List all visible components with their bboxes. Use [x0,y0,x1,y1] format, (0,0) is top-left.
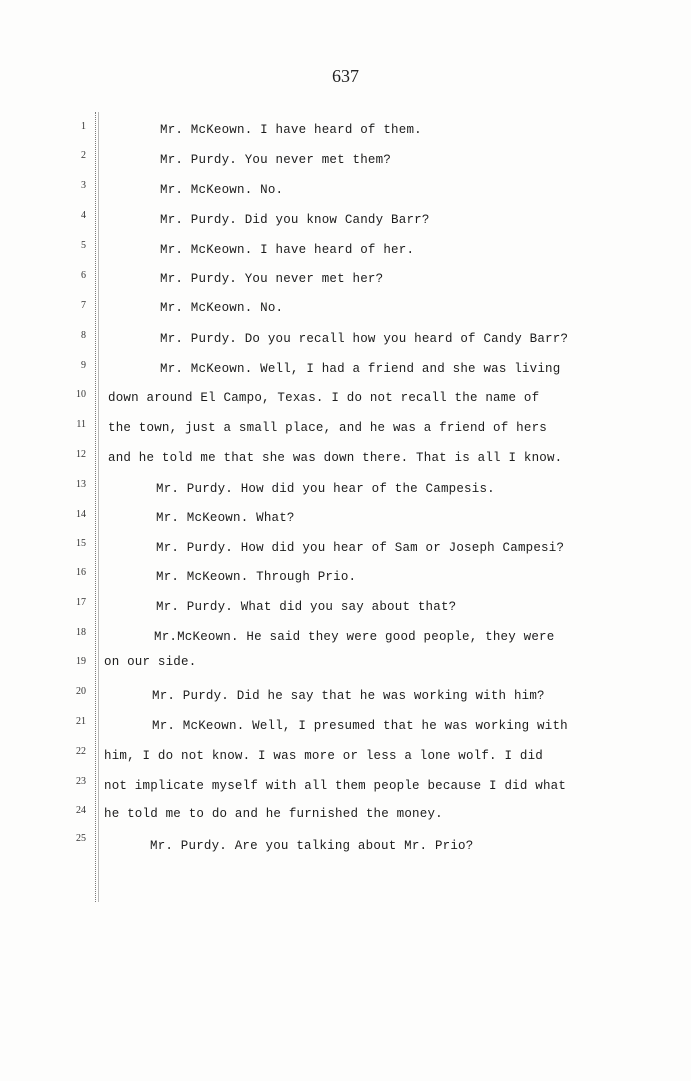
line-number: 12 [76,449,86,460]
line-number: 5 [81,240,86,251]
line-number: 6 [81,270,86,281]
line-number: 18 [76,627,86,638]
transcript-line: Mr. Purdy. How did you hear of Sam or Joseph Campesi? [156,541,565,555]
line-number: 13 [76,479,86,490]
line-number: 7 [81,300,86,311]
line-number: 14 [76,509,86,520]
transcript-line: he told me to do and he furnished the money. [104,807,443,821]
margin-rule-inner [98,112,99,902]
transcript-line: Mr. McKeown. I have heard of her. [160,243,415,257]
transcript-line: Mr. Purdy. You never met them? [160,153,392,167]
transcript-line: Mr. Purdy. How did you hear of the Campesis. [156,482,495,496]
line-number: 10 [76,389,86,400]
line-number: 22 [76,746,86,757]
transcript-line: Mr. Purdy. Did you know Candy Barr? [160,213,430,227]
line-number: 4 [81,210,86,221]
line-number: 9 [81,360,86,371]
line-number: 11 [76,419,86,430]
transcript-line: Mr.McKeown. He said they were good people, they were [154,630,555,644]
transcript-line: Mr. McKeown. Well, I had a friend and she was living [160,362,561,376]
line-number: 15 [76,538,86,549]
transcript-line: Mr. McKeown. No. [160,183,284,197]
transcript-line: down around El Campo, Texas. I do not recall the name of [108,391,540,405]
transcript-line: Mr. Purdy. Are you talking about Mr. Prio? [150,839,474,853]
transcript-line: Mr. Purdy. Do you recall how you heard of Candy Barr? [160,332,569,346]
line-number: 21 [76,716,86,727]
transcript-line: not implicate myself with all them people because I did what [104,779,567,793]
margin-rule [95,112,96,902]
line-number: 20 [76,686,86,697]
line-number: 25 [76,833,86,844]
line-number: 3 [81,180,86,191]
line-number: 1 [81,121,86,132]
transcript-line: Mr. McKeown. No. [160,301,284,315]
line-number: 2 [81,150,86,161]
line-number: 23 [76,776,86,787]
line-number: 8 [81,330,86,341]
transcript-line: and he told me that she was down there. That is all I know. [108,451,563,465]
line-number: 24 [76,805,86,816]
page-number: 637 [332,66,359,86]
transcript-line: Mr. Purdy. Did he say that he was working with him? [152,689,545,703]
transcript-line: Mr. Purdy. You never met her? [160,272,384,286]
transcript-line: on our side. [104,655,197,669]
line-number: 17 [76,597,86,608]
transcript-line: him, I do not know. I was more or less a lone wolf. I did [104,749,543,763]
transcript-line: Mr. McKeown. What? [156,511,295,525]
line-number: 16 [76,567,86,578]
transcript-line: Mr. McKeown. I have heard of them. [160,123,422,137]
transcript-line: Mr. McKeown. Through Prio. [156,570,357,584]
transcript-line: the town, just a small place, and he was a friend of hers [108,421,547,435]
line-number: 19 [76,656,86,667]
transcript-line: Mr. McKeown. Well, I presumed that he was working with [152,719,568,733]
transcript-line: Mr. Purdy. What did you say about that? [156,600,457,614]
